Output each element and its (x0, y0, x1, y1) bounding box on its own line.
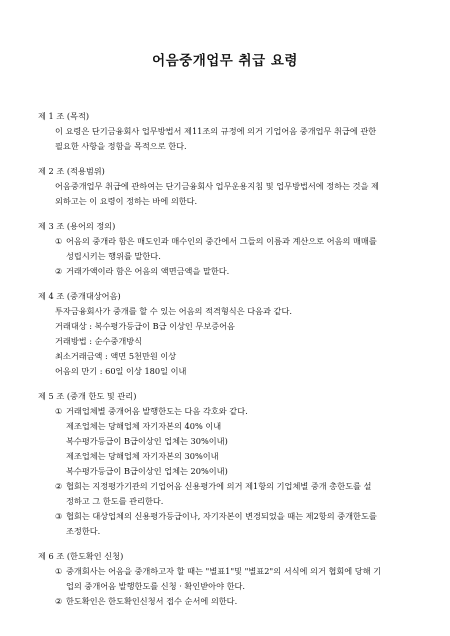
article-4-line: 거래방법 : 순수중개방식 (55, 336, 143, 346)
article-5-item-2-cont: 정하고 그 한도를 관리한다. (66, 496, 164, 506)
article-5-sub-line: 제조업체는 당해업체 자기자본의 40% 이내 (66, 421, 222, 431)
article-3-item-2: ② 거래가액이라 함은 어음의 액면금액을 말한다. (55, 266, 230, 276)
article-5-item-1: ① 거래업체별 중개어음 발행한도는 다음 각호와 같다. (55, 406, 248, 416)
article-3-item-1-cont: 성립시키는 행위를 말한다. (66, 251, 161, 261)
article-5-sub-line: 복수평가등급이 B급이상인 업체는 30%이내) (66, 436, 228, 446)
article-6-item-2: ② 한도확인은 한도확인신청서 접수 순서에 의한다. (55, 596, 238, 606)
article-2-heading: 제 2 조 (적용범위) (38, 166, 105, 176)
article-4-line: 어음의 만기 : 60일 이상 180일 이내 (55, 366, 187, 376)
article-2-line: 어음중개업무 취급에 관하여는 단기금융회사 업무운용지침 및 업무방법서에 정하는 것을 제 (55, 181, 379, 191)
article-3-heading: 제 3 조 (용어의 정의) (38, 221, 116, 231)
article-6-item-1-cont: 업의 중개어음 발행한도를 신청 · 확인받아야 한다. (66, 581, 246, 591)
article-1-heading: 제 1 조 (목적) (38, 111, 90, 121)
article-4-line: 투자금융회사가 중개를 할 수 있는 어음의 적격형식은 다음과 같다. (55, 306, 292, 316)
article-4-line: 최소거래금액 : 액면 5천만원 이상 (55, 351, 177, 361)
article-5-heading: 제 5 조 (중개 한도 및 관리) (38, 391, 137, 401)
article-5-sub-line: 복수평가등급이 B급이상인 업체는 20%이내) (66, 466, 228, 476)
article-1-line: 이 요령은 단기금융회사 업무방법서 제11조의 규정에 의거 기업어음 중개업무 취급에 관한 (55, 126, 377, 136)
document-title: 어음중개업무 취급 요령 (152, 53, 298, 69)
article-4-line: 거래대상 : 복수평가등급이 B급 이상인 무보증어음 (55, 321, 235, 331)
article-6-item-1: ① 중개회사는 어음을 중개하고자 할 때는 "별표1"및 "별표2"의 서식에 의거 협회에 당해 기 (55, 566, 382, 576)
article-5-sub-line: 제조업체는 당해업체 자기자본의 30%이내 (66, 451, 219, 461)
article-5-item-3-cont: 조정한다. (66, 526, 101, 536)
article-1-line: 필요한 사항을 정함을 목적으로 한다. (55, 141, 187, 151)
article-5-item-3: ③ 협회는 대상업체의 신용평가등급이나, 자기자본이 변경되었을 때는 제2항의 중개한도를 (55, 511, 377, 521)
article-3-item-1: ① 어음의 중개라 함은 매도인과 매수인의 중간에서 그들의 이름과 계산으로 어음의 매매를 (55, 236, 377, 246)
article-5-item-2: ② 협회는 지정평가기관의 기업어음 신용평가에 의거 제1항의 기업체별 중개 총한도를 설 (55, 481, 372, 491)
article-6-heading: 제 6 조 (한도확인 신청) (38, 551, 124, 561)
article-2-line: 외하고는 이 요령이 정하는 바에 의한다. (55, 196, 198, 206)
article-4-heading: 제 4 조 (중개대상어음) (38, 291, 121, 301)
